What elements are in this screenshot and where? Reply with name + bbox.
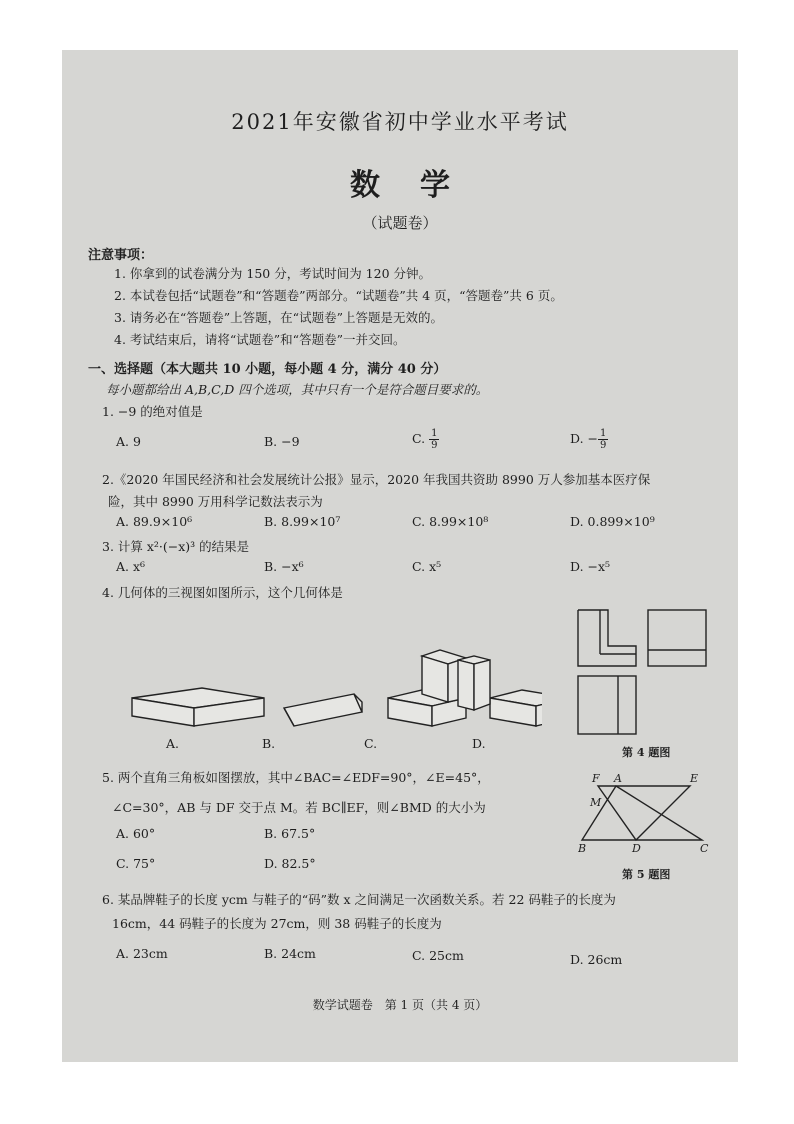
front-view xyxy=(578,610,636,666)
question-6-stem-line1: 6. 某品牌鞋子的长度 ycm 与鞋子的“码”数 x 之间满足一次函数关系。若 22 码鞋子的长度为 xyxy=(102,892,616,907)
question-5-stem-line2: ∠C=30°，AB 与 DF 交于点 M。若 BC∥EF，则∠BMD 的大小为 xyxy=(112,800,486,815)
q2-option-b: B. 8.99×10⁷ xyxy=(264,514,341,529)
point-label: M xyxy=(590,796,602,809)
point-label: A xyxy=(614,772,622,785)
q4-option-b: B. xyxy=(262,736,276,751)
numerator: 1 xyxy=(600,428,607,439)
q2-option-a: A. 89.9×10⁶ xyxy=(116,514,193,529)
paper-subtitle: （试题卷） xyxy=(362,214,438,232)
q6-option-a: A. 23cm xyxy=(116,946,168,961)
q4-option-c: C. xyxy=(364,736,378,751)
q3-option-a: A. x⁶ xyxy=(116,559,146,574)
exam-sheet xyxy=(62,50,738,1062)
q6-option-b: B. 24cm xyxy=(264,946,316,961)
point-label: B xyxy=(578,842,587,855)
q4-solid-d-column xyxy=(422,654,522,744)
side-view xyxy=(648,610,706,666)
notice-item: 2. 本试卷包括“试题卷”和“答题卷”两部分。“试题卷”共 4 页，“答题卷”共 6 页。 xyxy=(114,288,563,303)
q1-option-d xyxy=(570,428,608,451)
question-2-stem-line2: 险，其中 8990 万用科学记数法表示为 xyxy=(108,494,323,509)
q1-c-prefix: C. xyxy=(412,431,426,446)
point-label: E xyxy=(690,772,699,785)
fraction xyxy=(598,428,608,451)
q4-option-d: D. xyxy=(472,736,486,751)
triangle-abc xyxy=(582,786,702,840)
question-5-stem-line1: 5. 两个直角三角板如图摆放，其中∠BAC=∠EDF=90°，∠E=45°， xyxy=(102,770,490,785)
q3-option-c: C. x⁵ xyxy=(412,559,442,574)
q5-figure-caption: 第 5 题图 xyxy=(622,868,671,881)
question-4-stem: 4. 几何体的三视图如图所示，这个几何体是 xyxy=(102,585,343,600)
page-footer: 数学试题卷 第 1 页（共 4 页） xyxy=(312,998,488,1012)
question-3-stem: 3. 计算 x²·(−x)³ 的结果是 xyxy=(102,539,250,554)
q5-option-d: D. 82.5° xyxy=(264,856,316,871)
q4-figure-caption: 第 4 题图 xyxy=(622,746,671,759)
exam-title: 2021年安徽省初中学业水平考试 xyxy=(231,110,569,134)
q1-option-c xyxy=(412,428,439,451)
solid-a-slab xyxy=(132,688,264,726)
fraction xyxy=(429,428,439,451)
q5-triangles-figure xyxy=(578,772,718,858)
notice-item: 1. 你拿到的试卷满分为 150 分，考试时间为 120 分钟。 xyxy=(114,266,432,281)
solid-b-wedge xyxy=(284,694,362,726)
q2-option-c: C. 8.99×10⁸ xyxy=(412,514,489,529)
notice-heading: 注意事项： xyxy=(88,248,154,263)
top-view xyxy=(578,676,636,734)
q5-option-c: C. 75° xyxy=(116,856,156,871)
question-6-stem-line2: 16cm，44 码鞋子的长度为 27cm，则 38 码鞋子的长度为 xyxy=(112,916,442,931)
point-label: F xyxy=(592,772,600,785)
q4-three-views-figure xyxy=(574,606,714,738)
q3-option-b: B. −x⁶ xyxy=(264,559,304,574)
q4-option-a: A. xyxy=(166,736,180,751)
point-label: C xyxy=(700,842,709,855)
numerator: 1 xyxy=(431,428,438,439)
q5-option-a: A. 60° xyxy=(116,826,156,841)
q2-option-d: D. 0.899×10⁹ xyxy=(570,514,655,529)
notice-item: 3. 请务必在“答题卷”上答题，在“试题卷”上答题是无效的。 xyxy=(114,310,443,325)
q3-option-d: D. −x⁵ xyxy=(570,559,611,574)
q5-option-b: B. 67.5° xyxy=(264,826,316,841)
triangle-def xyxy=(598,786,690,840)
q1-option-a: A. 9 xyxy=(116,434,141,449)
section-instruction: 每小题都给出 A,B,C,D 四个选项，其中只有一个是符合题目要求的。 xyxy=(106,382,489,397)
notice-item: 4. 考试结束后，请将“试题卷”和“答题卷”一并交回。 xyxy=(114,332,406,347)
q6-option-d: D. 26cm xyxy=(570,952,623,967)
point-label: D xyxy=(632,842,641,855)
q6-option-c: C. 25cm xyxy=(412,948,464,963)
question-2-stem-line1: 2.《2020 年国民经济和社会发展统计公报》显示，2020 年我国共资助 8990 万人参加基本医疗保 xyxy=(102,472,651,487)
subject-title: 数学 xyxy=(350,168,490,203)
question-1-stem: 1. −9 的绝对值是 xyxy=(102,404,203,419)
section-heading: 一、选择题（本大题共 10 小题，每小题 4 分，满分 40 分） xyxy=(88,362,447,377)
q1-option-b: B. −9 xyxy=(264,434,300,449)
q1-d-prefix: D. − xyxy=(570,431,598,446)
denominator: 9 xyxy=(600,440,607,451)
denominator: 9 xyxy=(431,440,438,451)
